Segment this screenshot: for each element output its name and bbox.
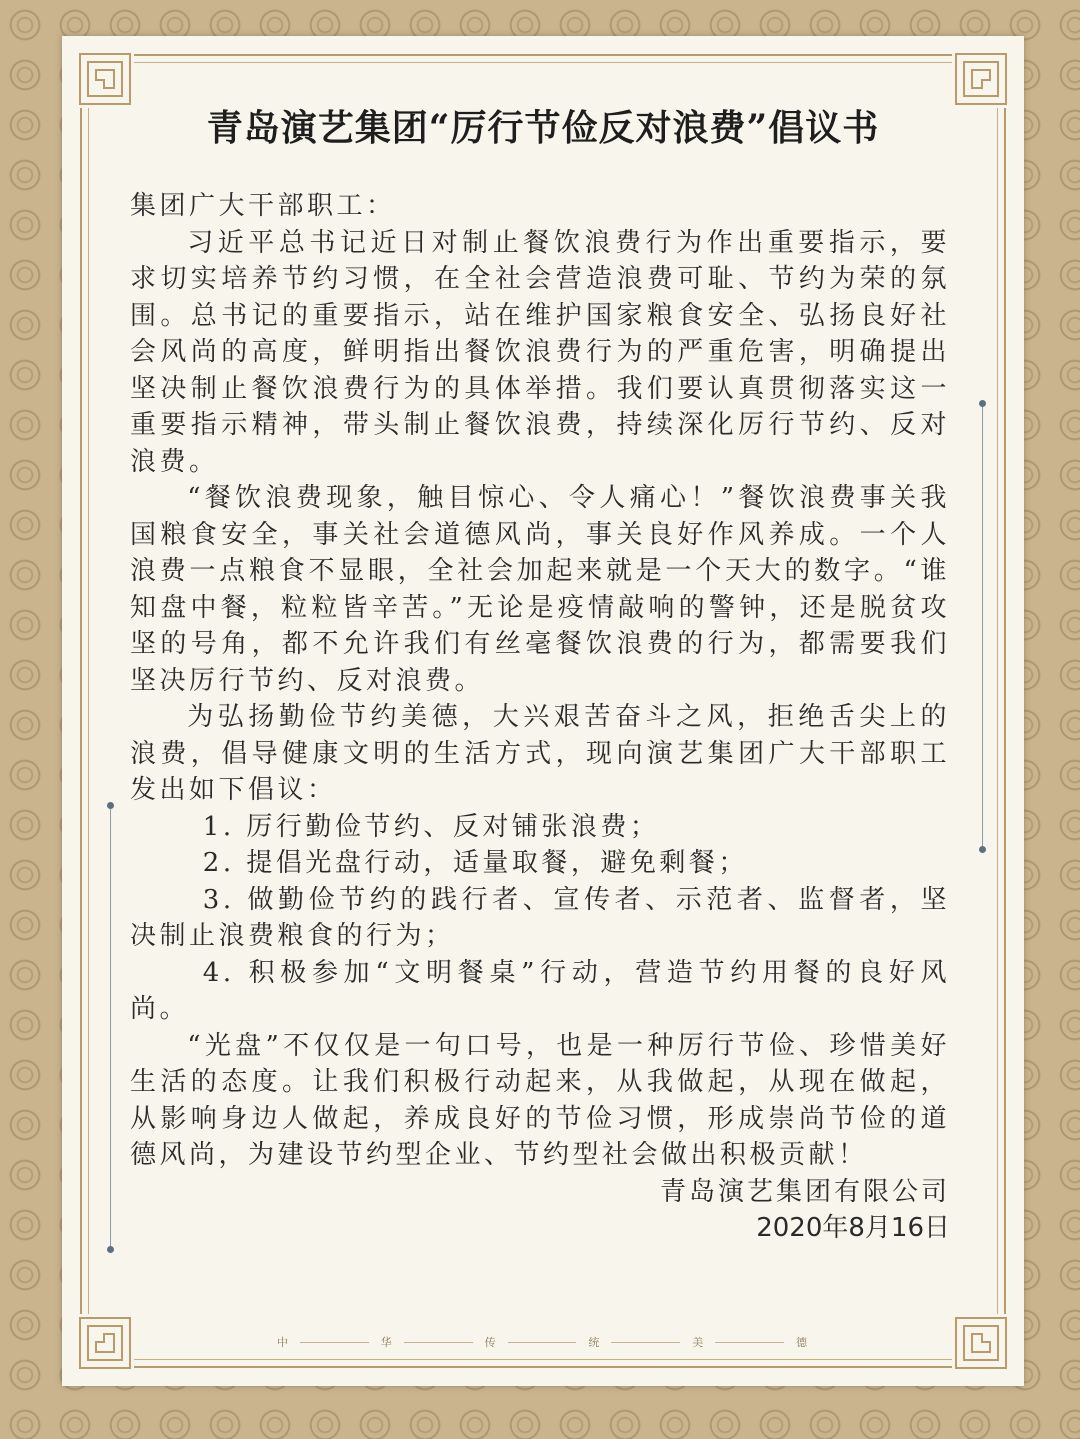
document-title: 青岛演艺集团“厉行节俭反对浪费”倡议书 — [206, 107, 880, 149]
signature: 青岛演艺集团有限公司 — [659, 1176, 950, 1207]
divider — [404, 1342, 473, 1343]
divider — [715, 1342, 784, 1343]
corner-ornament-bottom-left — [76, 1314, 134, 1372]
paragraph-1: 习近平总书记近日对制止餐饮浪费行为作出重要指示，要求切实培养节约习惯，在全社会营造浪费可耻、节约为荣的氛围。总书记的重要指示，站在维护国家粮食安全、弘扬良好社会风尚的高度，鲜明指出餐饮浪费行为的严重危害，明确提出坚决制止餐饮浪费行为的具体举措。我们要认真贯彻落实这一重要指示精神，带头制止餐饮浪费，持续深化厉行节约、反对浪费。 — [130, 227, 950, 477]
divider — [611, 1342, 680, 1343]
proposal-item-2: 2. 提倡光盘行动，适量取餐，避免剩餐； — [202, 848, 748, 878]
salutation: 集团广大干部职工： — [130, 191, 396, 221]
corner-ornament-bottom-right — [952, 1314, 1010, 1372]
decor-dot — [107, 1246, 114, 1253]
footer-char: 美 — [692, 1336, 704, 1349]
proposal-item-1: 1. 厉行勤俭节约、反对铺张浪费； — [202, 811, 660, 842]
divider — [508, 1342, 577, 1343]
decor-dot — [979, 400, 986, 407]
footer-motto — [277, 1335, 807, 1349]
date: 2020年8月16日 — [756, 1213, 950, 1243]
decor-dot — [107, 802, 114, 809]
proposal-item-3: 3. 做勤俭节约的践行者、宣传者、示范者、监督者，坚决制止浪费粮食的行为； — [130, 884, 950, 951]
footer-char: 华 — [380, 1336, 392, 1349]
document-paper — [62, 36, 1024, 1386]
footer-char: 传 — [484, 1336, 496, 1349]
document-body — [130, 188, 950, 1247]
decor-line-right — [982, 404, 983, 848]
footer-char: 德 — [795, 1336, 807, 1349]
closing-paragraph: “光盘”不仅仅是一句口号，也是一种厉行节俭、珍惜美好生活的态度。让我们积极行动起来，从我做起，从现在做起，从影响身边人做起，养成良好的节俭习惯，形成崇尚节俭的道德风尚，为建设节约型企业、节约型社会做出积极贡献！ — [130, 1030, 950, 1170]
footer-char: 统 — [588, 1336, 600, 1349]
paragraph-2: “餐饮浪费现象，触目惊心、令人痛心！”餐饮浪费事关我国粮食安全，事关社会道德风尚，事关良好作风养成。一个人浪费一点粮食不显眼，全社会加起来就是一个天大的数字。“谁知盘中餐，粒粒皆辛苦。”无论是疫情敲响的警钟，还是脱贫攻坚的号角，都不允许我们有丝毫餐饮浪费的行为，都需要我们坚决厉行节约、反对浪费。 — [130, 483, 950, 696]
decor-dot — [979, 846, 986, 853]
paragraph-3: 为弘扬勤俭节约美德，大兴艰苦奋斗之风，拒绝舌尖上的浪费，倡导健康文明的生活方式，现向演艺集团广大干部职工发出如下倡议： — [130, 702, 950, 805]
decor-line-left — [110, 806, 111, 1250]
divider — [300, 1342, 369, 1343]
footer-char: 中 — [277, 1336, 288, 1349]
proposal-item-4: 4. 积极参加“文明餐桌”行动，营造节约用餐的良好风尚。 — [130, 957, 950, 1024]
